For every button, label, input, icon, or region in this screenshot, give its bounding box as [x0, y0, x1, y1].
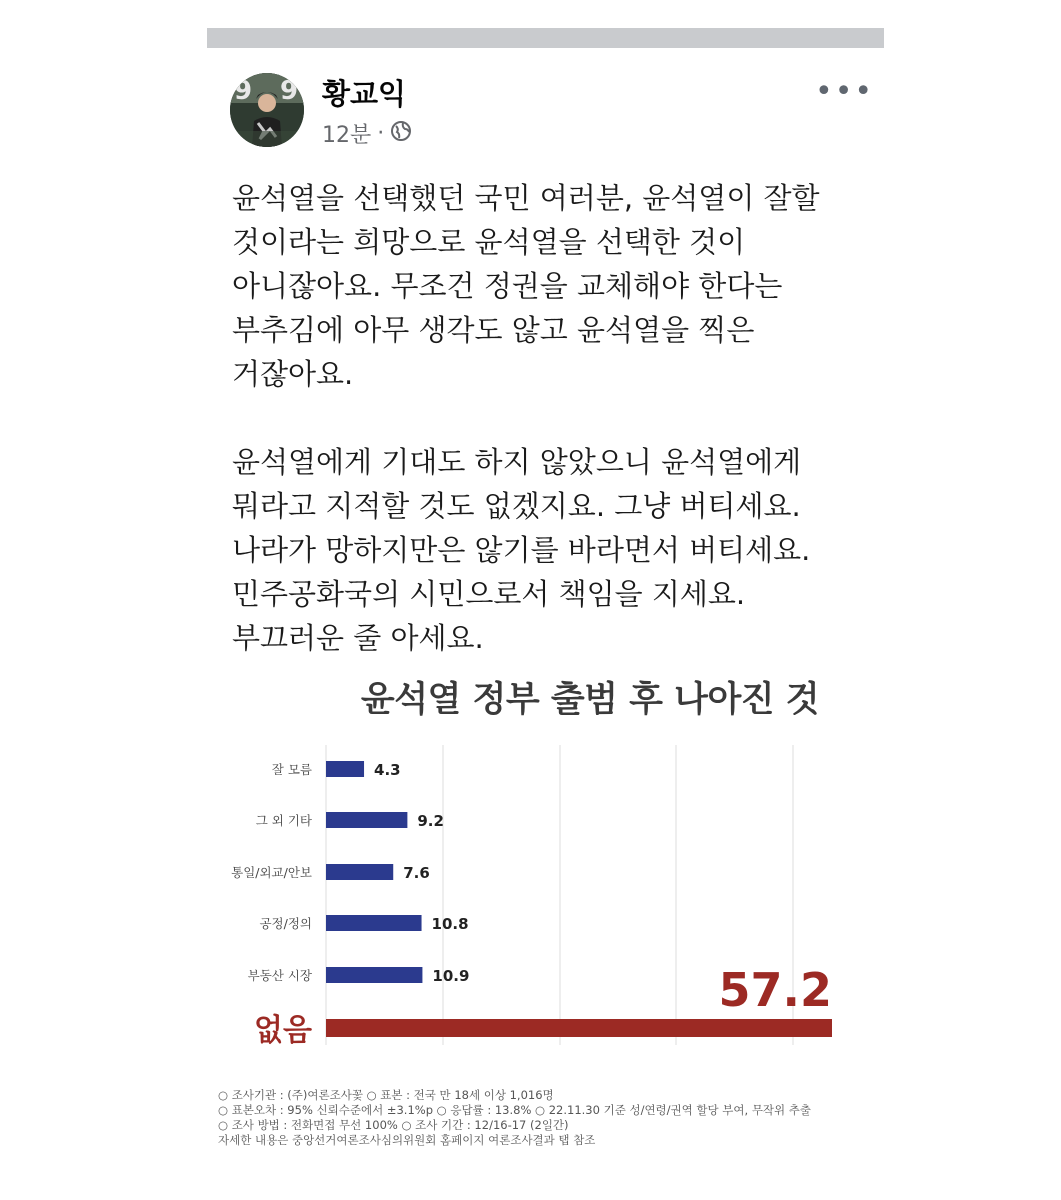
chart-title: 윤석열 정부 출범 후 나아진 것: [360, 680, 820, 720]
category-label: 잘 모름: [271, 762, 312, 777]
category-label: 공정/정의: [259, 916, 312, 931]
value-label-highlight: 57.2: [718, 963, 832, 1017]
bar: [326, 864, 393, 880]
category-label: 부동산 시장: [247, 968, 312, 983]
value-label: 7.6: [403, 864, 430, 882]
footnote-line: 자세한 내용은 중앙선거여론조사심의위원회 홈페이지 여론조사결과 탭 참조: [218, 1133, 596, 1147]
bar: [326, 812, 407, 828]
author-name[interactable]: 황교익: [322, 77, 407, 111]
post-time[interactable]: 12분: [322, 123, 372, 148]
category-label: 그 외 기타: [255, 813, 312, 828]
bar: [326, 915, 422, 931]
category-label: 통일/외교/안보: [231, 865, 312, 880]
svg-text:9: 9: [234, 76, 253, 106]
value-label: 9.2: [417, 812, 444, 830]
value-label: 10.8: [431, 915, 469, 933]
footnote-line: ○ 조사 방법 : 전화면접 무선 100% ○ 조사 기간 : 12/16-17 (2일간): [218, 1118, 569, 1132]
svg-text:9: 9: [280, 76, 299, 106]
footnote-line: ○ 표본오차 : 95% 신뢰수준에서 ±3.1%p ○ 응답률 : 13.8% ○ 22.11.30 기준 성/연령/권역 할당 부여, 무작위 추출: [218, 1103, 812, 1117]
value-label: 10.9: [432, 967, 470, 985]
highlight-bar: [326, 1019, 832, 1037]
footnote-line: ○ 조사기관 : (주)여론조사꽃 ○ 표본 : 전국 만 18세 이상 1,016명: [218, 1088, 554, 1102]
meta-separator: ·: [377, 121, 385, 146]
category-label-highlight: 없음: [254, 1013, 312, 1048]
bar: [326, 761, 364, 777]
chart-footnotes: [218, 1088, 811, 1148]
post-text: 윤석열을 선택했던 국민 여러분, 윤석열이 잘할 것이라는 희망으로 윤석열을 선택한 것이 아니잖아요. 무조건 정권을 교체해야 한다는 부추김에 아무 생각도 않고 윤석열을 찍은 거잖아요. 윤석열에게 기대도 하지 않았으니 윤석열에게 뭐라고 지적할 것도 없겠지요. 그냥 버티세요. 나라가 망하지만은 않기를 바라면서 버티세요. 민주공화국의 시민으로서 책임을 지세요. 부끄러운 줄 아세요.: [232, 181, 820, 655]
value-label: 4.3: [374, 761, 401, 779]
more-options-button[interactable]: •••: [815, 74, 875, 109]
bar: [326, 967, 422, 983]
